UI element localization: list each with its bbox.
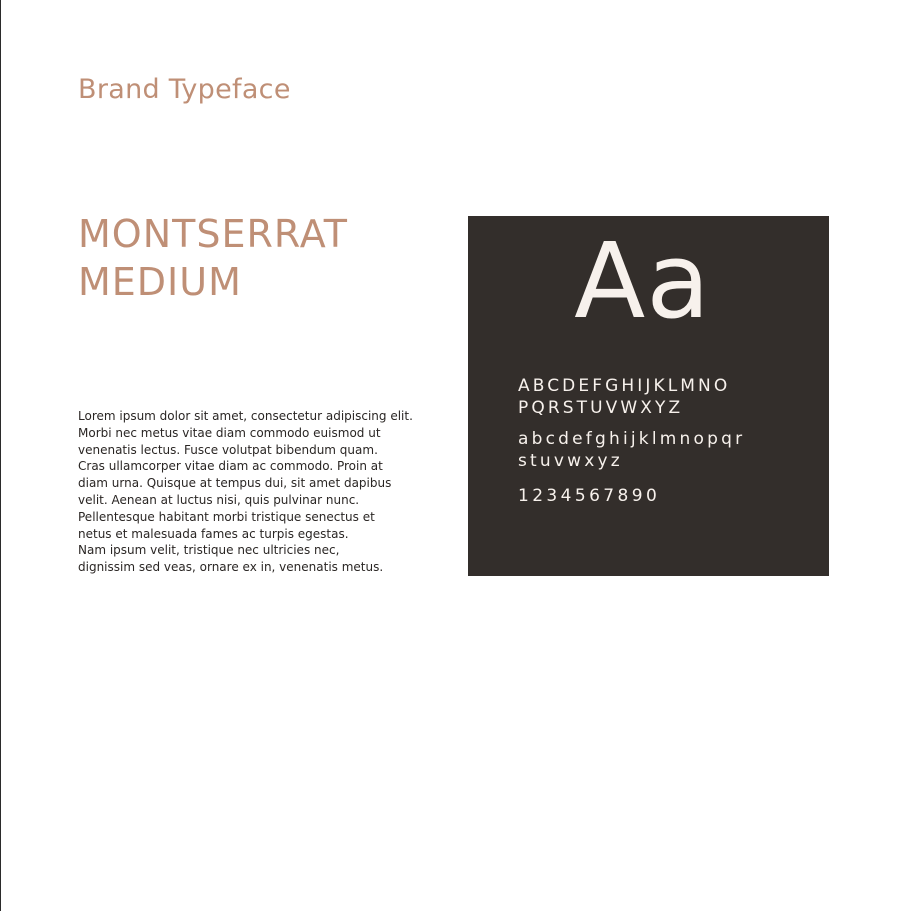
paragraph-line: velit. Aenean at luctus nisi, quis pulvinar nunc. <box>78 492 360 507</box>
paragraph-line: Nam ipsum velit, tristique nec ultricies nec, <box>78 543 340 558</box>
page-heading: Brand Typeface <box>78 74 291 105</box>
typeface-name <box>78 210 348 306</box>
paragraph-line: Lorem ipsum dolor sit amet, consectetur adipiscing elit. <box>78 409 413 423</box>
typeface-name-line-2: MEDIUM <box>78 260 242 304</box>
paragraph-line: diam urna. Quisque at tempus dui, sit amet dapibus <box>78 476 392 491</box>
paragraph-line: venenatis lectus. Fusce volutpat bibendum quam. <box>78 442 378 457</box>
paragraph-line: Morbi nec metus vitae diam commodo euismod ut <box>78 425 381 440</box>
page-left-border <box>0 0 1 911</box>
lowercase-alphabet <box>518 428 745 472</box>
uppercase-alphabet <box>518 375 730 419</box>
typeface-name-line-1: MONTSERRAT <box>78 212 348 256</box>
lowercase-line-1: abcdefghijklmnopqr <box>518 429 746 449</box>
uppercase-line-1: ABCDEFGHIJKLMNO <box>518 376 731 396</box>
paragraph-line: netus et malesuada fames ac turpis egestas. <box>78 526 349 541</box>
type-specimen-panel <box>468 216 829 576</box>
paragraph-line: dignissim sed veas, ornare ex in, venenatis metus. <box>78 560 384 575</box>
glyph-sample: Aa <box>574 220 711 342</box>
numerals <box>518 485 660 507</box>
uppercase-line-2: PQRSTUVWXYZ <box>518 398 684 418</box>
paragraph-line: Pellentesque habitant morbi tristique senectus et <box>78 509 375 524</box>
paragraph-line: Cras ullamcorper vitae diam ac commodo. Proin at <box>78 459 383 474</box>
numerals-line: 1234567890 <box>518 486 661 506</box>
sample-paragraph <box>78 408 458 576</box>
lowercase-line-2: stuvwxyz <box>518 451 623 471</box>
